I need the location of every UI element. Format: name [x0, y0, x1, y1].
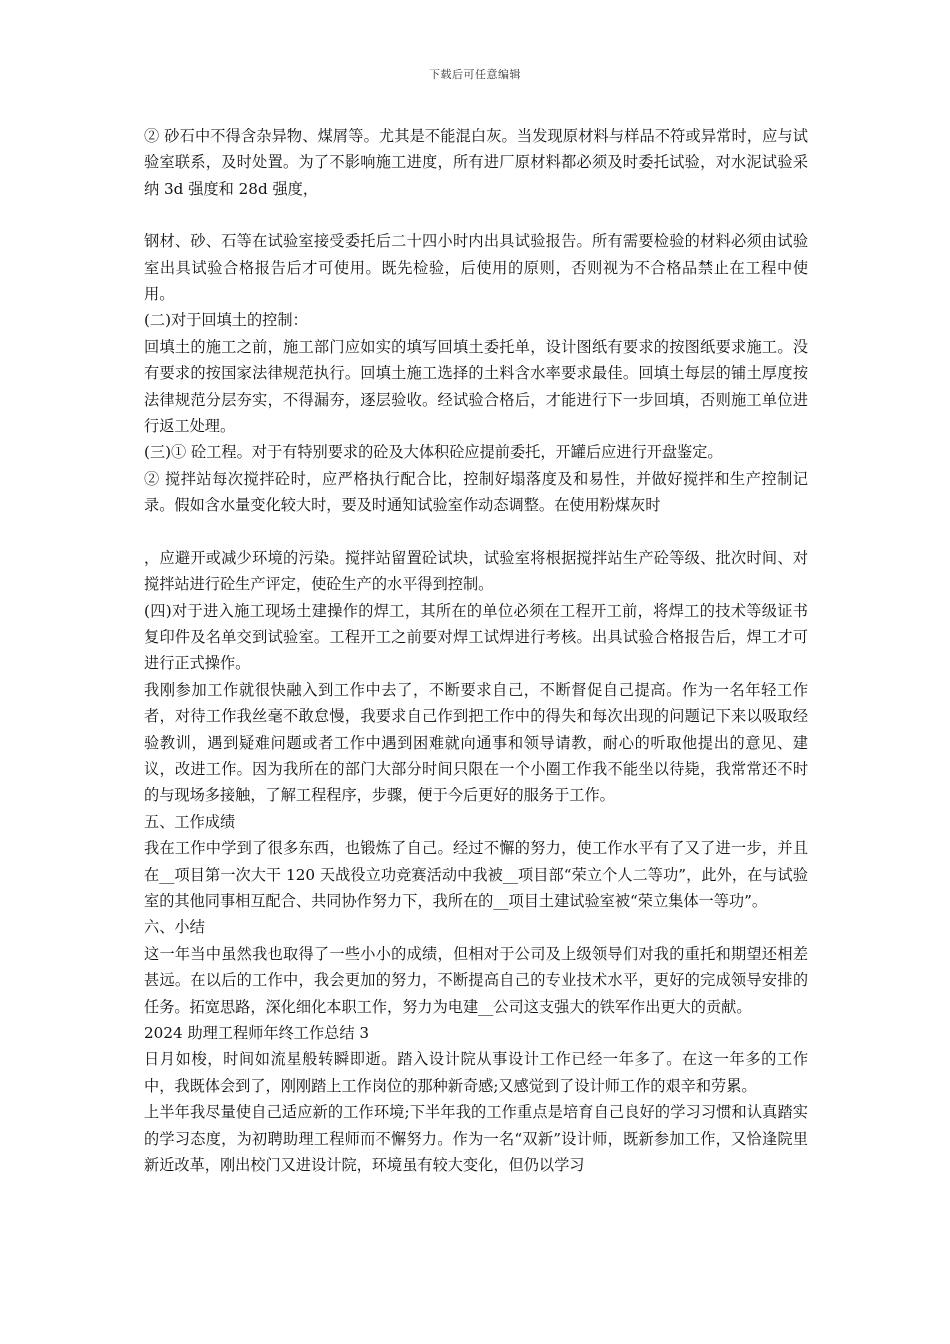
- heading-report-3: 2024 助理工程师年终工作总结 3: [144, 1024, 370, 1042]
- paragraph-achievements: 我在工作中学到了很多东西，也锻炼了自己。经过不懈的努力，使工作水平有了又了进一步，并且在__项目第一次大干 120 天战役立功竞赛活动中我被__项目部“荣立个人二等功”，此外，在与试验室的其他同事相互配合、共同协作努力下，我所在的__项目土建试验室被“荣立集体一等功”。: [144, 839, 808, 910]
- paragraph-backfill: 回填土的施工之前，施工部门应如实的填写回填土委托单，设计图纸有要求的按图纸要求施工。没有要求的按国家法律规范执行。回填土施工选择的土料含水率要求最佳。回填土每层的铺土厚度按法律规范分层夯实，不得漏夯，逐层验收。经试验合格后，才能进行下一步回填，否则施工单位进行返工处理。: [144, 337, 808, 436]
- paragraph-gap: [144, 202, 808, 228]
- page-header: 下载后可任意编辑: [429, 68, 521, 81]
- paragraph-welders: (四)对于进入施工现场土建操作的焊工，其所在的单位必须在工程开工前，将焊工的技术等级证书复印件及名单交到试验室。工程开工之前要对焊工试焊进行考核。出具试验合格报告后，焊工才可进行正式操作。: [144, 601, 808, 673]
- paragraph-mixing-station: ② 搅拌站每次搅拌砼时，应严格执行配合比，控制好塌落度及和易性，并做好搅拌和生产控制记录。假如含水量变化较大时，要及时通知试验室作动态调整。在使用粉煤灰时: [144, 469, 808, 515]
- paragraph-first-half: 上半年我尽量使自己适应新的工作环境;下半年我的工作重点是培育自己良好的学习习惯和认真踏实的学习态度，为初聘助理工程师而不懈努力。作为一名“双新”设计师，既新参加工作，又恰逢院里新近改革，刚出校门又进设计院，环境虽有较大变化，但仍以学习: [144, 1103, 808, 1175]
- paragraph-environment: ，应避开或减少环境的污染。搅拌站留置砼试块，试验室将根据搅拌站生产砼等级、批次时间、对搅拌站进行砼生产评定，使砼生产的水平得到控制。: [144, 548, 808, 594]
- paragraph-concrete: (三)① 砼工程。对于有特别要求的砼及大体积砼应提前委托，开罐后应进行开盘鉴定。: [144, 443, 723, 462]
- paragraph-sand-gravel: ② 砂石中不得含杂异物、煤屑等。尤其是不能混白灰。当发现原材料与样品不符或异常时，应与试验室联系，及时处置。为了不影响施工进度，所有进厂原材料都必须及时委托试验，对水泥试验采纳 3d 强度和 28d 强度，: [144, 127, 808, 198]
- paragraph-summary: 这一年当中虽然我也取得了一些小小的成绩，但相对于公司及上级领导们对我的重托和期望还相差甚远。在以后的工作中，我会更加的努力，不断提高自己的专业技术水平，更好的完成领导安排的任务。拓宽思路，深化细化本职工作，努力为电建__公司这支强大的铁军作出更大的贡献。: [144, 944, 808, 1016]
- document-body: [144, 123, 808, 1178]
- paragraph-gap: [144, 519, 808, 545]
- heading-backfill-control: (二)对于回填土的控制：: [144, 311, 308, 330]
- paragraph-work-attitude: 我刚参加工作就很快融入到工作中去了，不断要求自己，不断督促自己提高。作为一名年轻工作者，对待工作我丝毫不敢怠慢，我要求自己作到把工作中的得失和每次出现的问题记下来以吸取经验教训，遇到疑难问题或者工作中遇到困难就向通事和领导请教，耐心的听取他提出的意见、建议，改进工作。因为我所在的部门大部分时间只限在一个小圈工作我不能坐以待毙，我常常还不时的与现场多接触，了解工程程序，步骤，便于今后更好的服务于工作。: [144, 680, 808, 805]
- heading-summary: 六、小结: [144, 918, 205, 937]
- paragraph-steel-testing: 钢材、砂、石等在试验室接受委托后二十四小时内出具试验报告。所有需要检验的材料必须由试验室出具试验合格报告后才可使用。既先检验，后使用的原则，否则视为不合格品禁止在工程中使用。: [144, 232, 808, 304]
- paragraph-time-flies: 日月如梭，时间如流星般转瞬即逝。踏入设计院从事设计工作已经一年多了。在这一年多的工作中，我既体会到了，刚刚踏上工作岗位的那种新奇感;又感觉到了设计师工作的艰辛和劳累。: [144, 1050, 808, 1095]
- heading-achievements: 五、工作成绩: [144, 812, 236, 831]
